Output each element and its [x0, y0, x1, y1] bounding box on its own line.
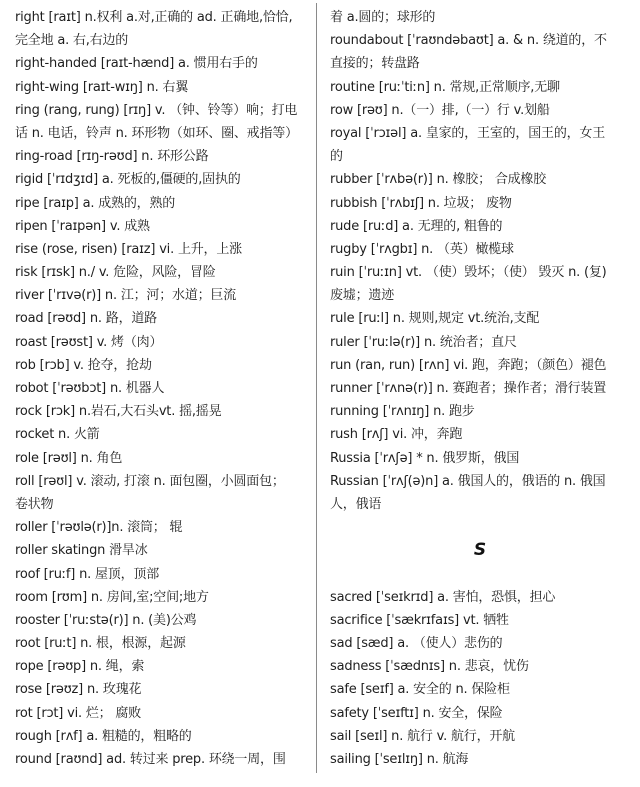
- entry-line: road [rəʊd] n. 路，道路: [15, 311, 157, 327]
- entry-line: safe [seɪf] a. 安全的 n. 保险柜: [330, 682, 510, 698]
- entry-line: right [raɪt] n.权利 a.对,正确的 ad. 正确地,恰恰,: [15, 10, 293, 25]
- entry-line: royal [ˈrɔɪəl] a. 皇家的，王室的，国王的，女王: [330, 125, 606, 141]
- entry-line: sacrifice [ˈsækrɪfaɪs] vt. 牺牲: [330, 612, 509, 628]
- entry-line: rule [ruːl] n. 规则,规定 vt.统治,支配: [330, 311, 540, 327]
- entry-line: runner [ˈrʌnə(r)] n. 赛跑者；操作者；滑行装置: [330, 381, 607, 396]
- entry-line: rigid [ˈrɪdʒɪd] a. 死板的,僵硬的,固执的: [15, 172, 241, 188]
- entry-line: Russia [ˈrʌʃə] * n. 俄罗斯，俄国: [330, 450, 520, 466]
- entry-line: rob [rɔb] v. 抢夺，抢劫: [15, 357, 152, 373]
- entry-line: ruin [ˈruːɪn] vt. （使）毁坏；（使） 毁灭 n. (复): [330, 265, 607, 281]
- entry-line: Russian [ˈrʌʃ(ə)n] a. 俄国人的，俄语的 n. 俄国: [330, 473, 606, 489]
- entry-line: roller [ˈrəʊlə(r)]n. 滚筒； 辊: [15, 520, 183, 536]
- entry-line: 废墟；遗迹: [330, 288, 395, 304]
- entry-line: ring (rang, rung) [rɪŋ] v. （钟、铃等）响；打电: [15, 102, 298, 118]
- entry-line: robot [ˈrəʊbɔt] n. 机器人: [15, 381, 165, 396]
- entry-line: risk [rɪsk] n./ v. 危险，风险，冒险: [15, 265, 216, 281]
- entry-line: right-handed [raɪt-hænd] a. 惯用右手的: [15, 56, 258, 72]
- entry-line: sail [seɪl] n. 航行 v. 航行，开航: [330, 728, 515, 744]
- entry-line: 完全地 a. 右,右边的: [15, 33, 129, 49]
- entry-line: rough [rʌf] a. 粗糙的，粗略的: [15, 728, 192, 744]
- entry-line: root [ruːt] n. 根，根源，起源: [15, 636, 186, 652]
- entry-line: safety [ˈseɪftɪ] n. 安全，保险: [330, 705, 503, 721]
- entry-line: rose [rəʊz] n. 玫瑰花: [15, 682, 142, 698]
- entry-line: ruler [ˈruːlə(r)] n. 统治者；直尺: [330, 334, 517, 350]
- entry-line: room [rʊm] n. 房间,室;空间;地方: [15, 589, 209, 605]
- entry-line: ring-road [rɪŋ-rəʊd] n. 环形公路: [15, 149, 209, 165]
- entry-line: roast [rəʊst] v. 烤（肉）: [15, 334, 163, 350]
- entry-line: roll [rəʊl] v. 滚动, 打滚 n. 面包圈，小圆面包；: [15, 473, 285, 489]
- entry-line: routine [ruːˈtiːn] n. 常规,正常顺序,无聊: [330, 79, 560, 95]
- entry-line: 人，俄语: [330, 496, 382, 512]
- entry-line: 着 a.圆的；球形的: [330, 10, 436, 25]
- entry-line: ripen [ˈraɪpən] v. 成熟: [15, 218, 150, 234]
- section-heading-s: S: [473, 540, 487, 561]
- entry-line: rush [rʌʃ] vi. 冲，奔跑: [330, 427, 463, 443]
- entry-line: 话 n. 电话，铃声 n. 环形物（如环、圈、戒指等）: [15, 125, 298, 141]
- entry-line: rise (rose, risen) [raɪz] vi. 上升，上涨: [15, 241, 242, 257]
- entry-line: rubber [ˈrʌbə(r)] n. 橡胶； 合成橡胶: [330, 172, 547, 188]
- entry-line: sacred [ˈseɪkrɪd] a. 害怕，恐惧，担心: [330, 589, 556, 605]
- entry-line: river [ˈrɪvə(r)] n. 江；河；水道；巨流: [15, 288, 237, 304]
- entry-line: rock [rɔk] n.岩石,大石头vt. 摇,摇晃: [15, 404, 222, 420]
- entry-line: rocket n. 火箭: [15, 427, 100, 443]
- entry-line: rude [ruːd] a. 无理的, 粗鲁的: [330, 218, 503, 234]
- entry-line: roof [ruːf] n. 屋顶，顶部: [15, 566, 159, 582]
- column-divider: [316, 3, 317, 773]
- entry-line: roundabout [ˈraʊndəbaʊt] a. & n. 绕道的，不: [330, 33, 607, 49]
- entry-line: rooster [ˈruːstə(r)] n. (美)公鸡: [15, 612, 197, 628]
- entry-line: 卷状物: [15, 496, 54, 512]
- entry-line: 的: [330, 149, 343, 165]
- entry-line: sadness [ˈsædnɪs] n. 悲哀，忧伤: [330, 659, 529, 675]
- entry-line: role [rəʊl] n. 角色: [15, 450, 123, 466]
- right-column: [330, 6, 630, 771]
- entry-line: row [rəʊ] n.（一）排,（一）行 v.划船: [330, 102, 550, 118]
- entry-line: 直接的；转盘路: [330, 56, 420, 72]
- entry-line: rot [rɔt] vi. 烂； 腐败: [15, 705, 142, 721]
- left-column: [15, 6, 311, 771]
- entry-line: roller skatingn 滑旱冰: [15, 543, 148, 559]
- entry-line: sailing [ˈseɪlɪŋ] n. 航海: [330, 752, 469, 768]
- entry-line: rubbish [ˈrʌbɪʃ] n. 垃圾； 废物: [330, 195, 512, 211]
- entry-line: right-wing [raɪt-wɪŋ] n. 右翼: [15, 79, 189, 95]
- entry-line: rugby [ˈrʌgbɪ] n. （英）橄榄球: [330, 241, 514, 257]
- entry-line: ripe [raɪp] a. 成熟的，熟的: [15, 195, 176, 211]
- entry-line: rope [rəʊp] n. 绳，索: [15, 659, 145, 675]
- entry-line: running [ˈrʌnɪŋ] n. 跑步: [330, 404, 475, 420]
- entry-line: round [raʊnd] ad. 转过来 prep. 环绕一周，围: [15, 752, 286, 767]
- entry-line: run (ran, run) [rʌn] vi. 跑，奔跑；（颜色）褪色: [330, 357, 607, 373]
- entry-line: sad [sæd] a. （使人）悲伤的: [330, 636, 503, 652]
